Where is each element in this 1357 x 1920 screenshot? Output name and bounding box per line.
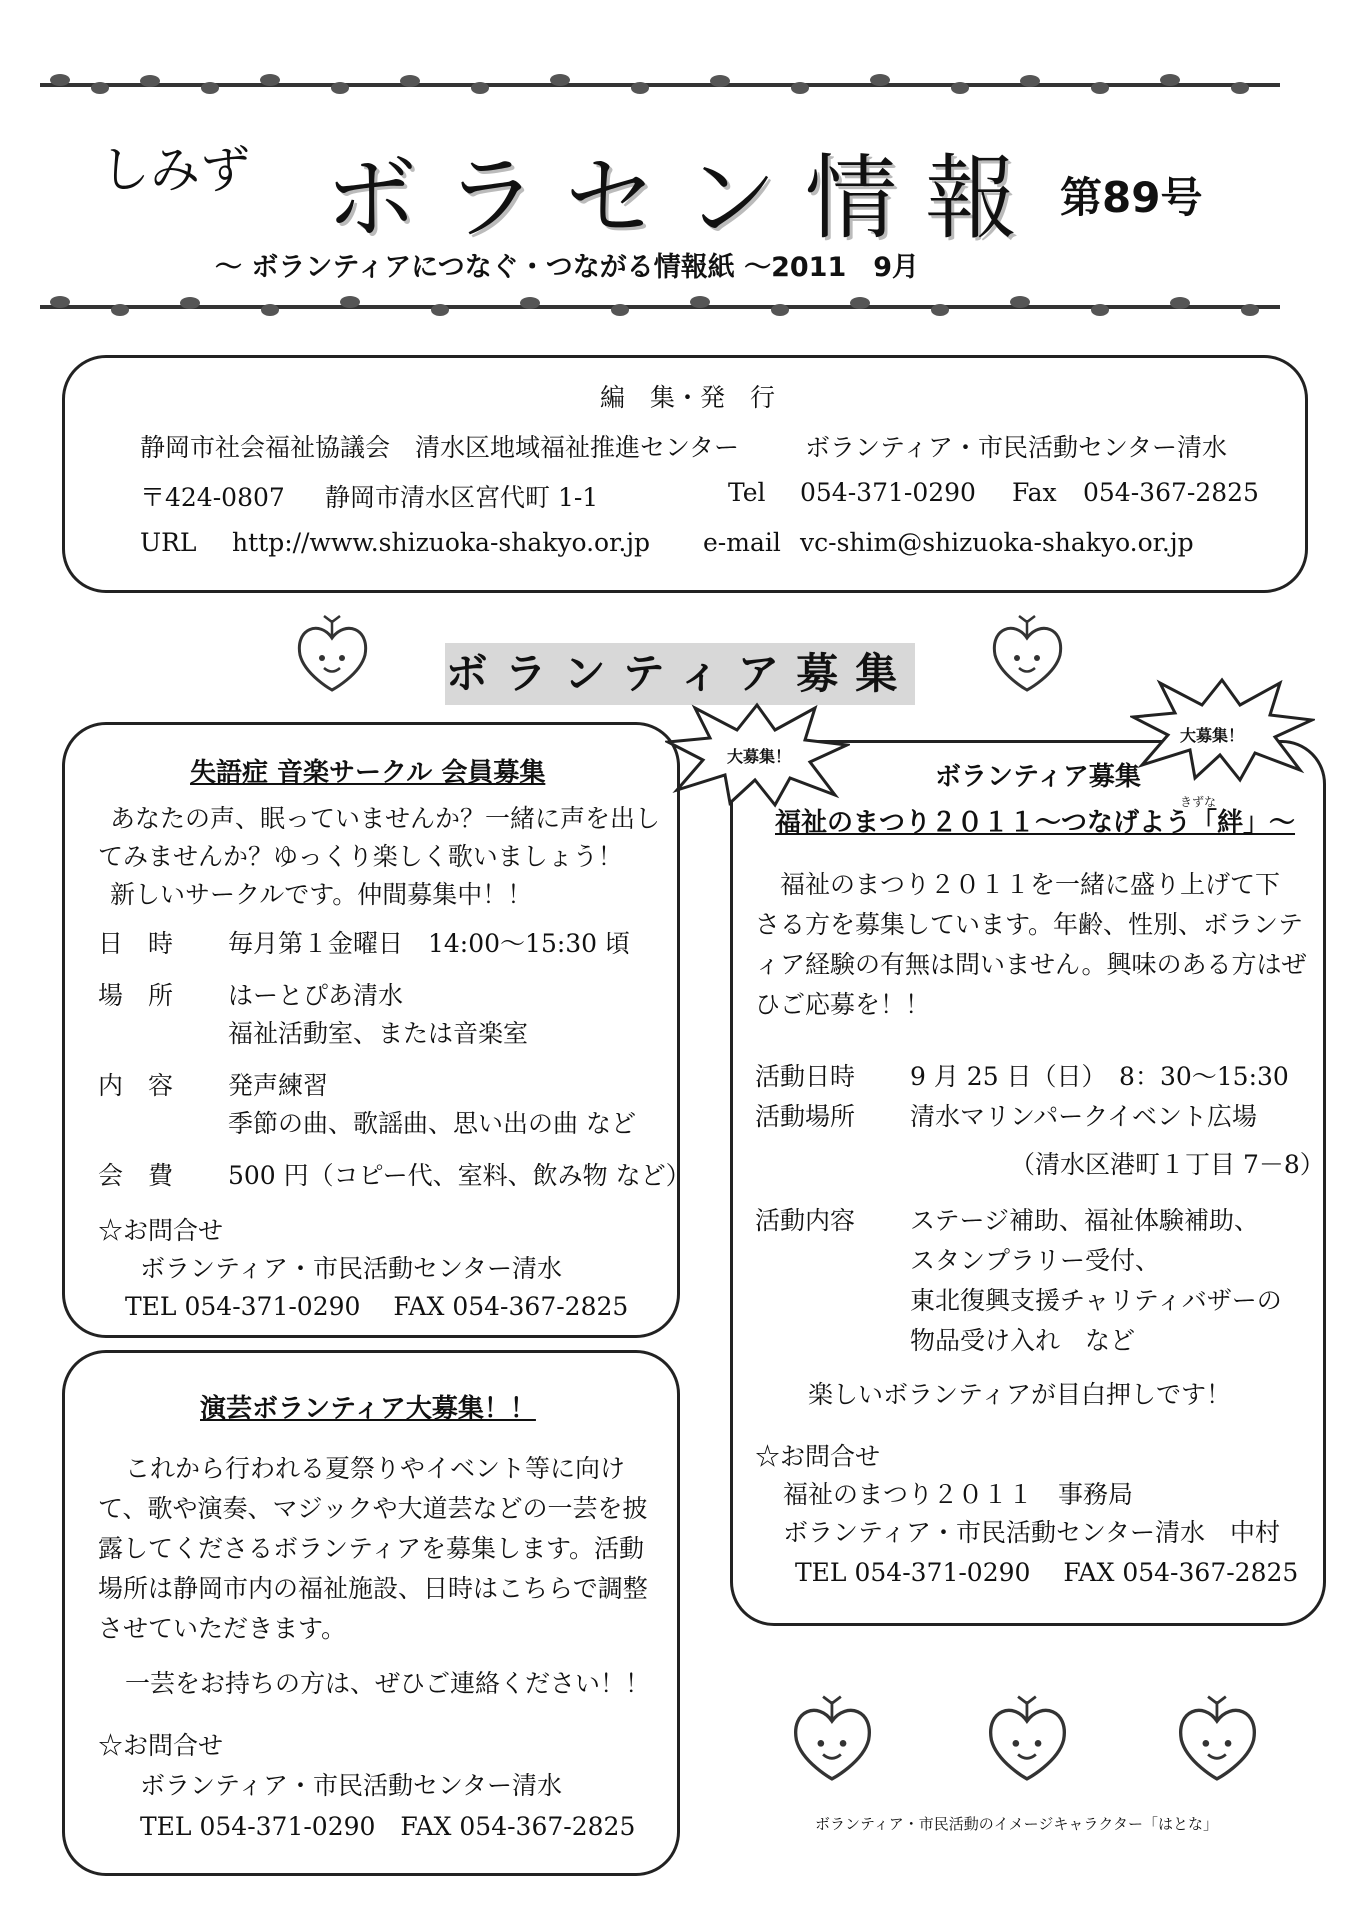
mascot-caption: ボランティア・市民活動のイメージキャラクター「はとな」 [815, 1815, 1219, 1833]
email-link[interactable]: vc-shim@shizuoka-shakyo.or.jp [800, 528, 1194, 557]
festival-activity-label: 活動内容 [755, 1206, 856, 1235]
schedule-value: 毎月第１金曜日 14:00～15:30 頃 [228, 929, 631, 958]
fax-label: Fax [1012, 478, 1057, 507]
performance-contact-org: ボランティア・市民活動センター清水 [140, 1771, 563, 1800]
festival-contact-tel: TEL 054-371-0290 FAX 054-367-2825 [795, 1558, 1299, 1587]
volunteer-banner: ボランティア募集 [445, 643, 915, 705]
content-value-1: 発声練習 [228, 1071, 329, 1100]
performance-call: 一芸をお持ちの方は、ぜひご連絡ください！！ [125, 1669, 651, 1698]
content-label: 内 容 [98, 1071, 174, 1100]
festival-body-2: さる方を募集しています。年齢、性別、ボランテ [755, 910, 1304, 939]
performance-body-5: させていただきます。 [98, 1614, 347, 1643]
content-value-2: 季節の曲、歌謡曲、思い出の曲 など [228, 1109, 636, 1138]
hatona-mascot-icon [985, 610, 1070, 700]
url-link[interactable]: http://www.shizuoka-shakyo.or.jp [232, 528, 651, 557]
header-title: ボラセン情報 [325, 145, 1046, 252]
festival-activity-1: ステージ補助、福祉体験補助、 [910, 1206, 1260, 1235]
festival-contact-office: 福祉のまつり２０１１ 事務局 [783, 1480, 1134, 1509]
hatona-mascot-icon [980, 1690, 1075, 1790]
festival-date-label: 活動日時 [755, 1062, 856, 1091]
festival-activity-4: 物品受け入れ など [910, 1326, 1136, 1355]
issue-number: 第89号 [1060, 173, 1203, 222]
festival-body-4: ひご応募を！！ [755, 990, 931, 1019]
performance-contact-tel: TEL 054-371-0290 FAX 054-367-2825 [140, 1812, 636, 1841]
fax-number: 054-367-2825 [1083, 478, 1259, 507]
top-vine-ornament [40, 70, 1280, 100]
festival-activity-3: 東北復興支援チャリティバザーの [910, 1286, 1282, 1315]
hatona-mascot-icon [290, 610, 375, 700]
bottom-vine-ornament [40, 292, 1280, 322]
performance-body-3: 露してくださるボランティアを募集します。活動 [98, 1534, 645, 1563]
place-value-1: はーとぴあ清水 [228, 981, 404, 1010]
music-circle-intro-1: あなたの声、眠っていませんか？一緒に声を出し [110, 804, 661, 833]
performance-body-1: これから行われる夏祭りやイベント等に向け [125, 1454, 626, 1483]
hatona-mascot-icon [1170, 1690, 1265, 1790]
burst-label-1: 大募集！ [727, 747, 792, 766]
publisher-label: 編 集・発 行 [600, 383, 776, 412]
festival-body-1: 福祉のまつり２０１１を一緒に盛り上げて下 [780, 870, 1281, 899]
music-contact-label: ☆お問合せ [98, 1216, 224, 1245]
music-contact-org: ボランティア・市民活動センター清水 [140, 1254, 563, 1283]
festival-place-address: （清水区港町１丁目 7－8） [1010, 1150, 1325, 1179]
festival-contact-label: ☆お問合せ [755, 1442, 881, 1471]
burst-label-2: 大募集！ [1180, 726, 1245, 745]
festival-body-3: ィア経験の有無は問いません。興味のある方はぜ [755, 950, 1307, 979]
music-circle-title: 失語症 音楽サークル 会員募集 [190, 758, 546, 788]
festival-title-1: ボランティア募集 [935, 762, 1141, 792]
performance-contact-label: ☆お問合せ [98, 1731, 224, 1760]
festival-ruby: きずな [1180, 795, 1217, 809]
tel-label: Tel [728, 478, 766, 507]
performance-body-2: て、歌や演奏、マジックや大道芸などの一芸を披 [98, 1494, 648, 1523]
postal-code: 〒424-0807 [140, 483, 285, 512]
festival-activity-2: スタンプラリー受付、 [910, 1246, 1161, 1275]
festival-contact-org: ボランティア・市民活動センター清水 中村 [783, 1518, 1281, 1547]
email-label: e-mail [703, 528, 781, 557]
place-value-2: 福祉活動室、または音楽室 [228, 1019, 529, 1048]
header-small-title: しみず [100, 141, 250, 199]
publisher-org-1: 静岡市社会福祉協議会 清水区地域福祉推進センター [140, 433, 740, 462]
tel-number: 054-371-0290 [800, 478, 976, 507]
place-label: 場 所 [98, 981, 174, 1010]
festival-title-2: 福祉のまつり２０１１～つなげよう「絆」～ [775, 808, 1296, 838]
music-circle-intro-3: 新しいサークルです。仲間募集中！！ [110, 880, 533, 909]
festival-date-value: 9 月 25 日（日） 8：30～15:30 [910, 1062, 1289, 1091]
festival-closing: 楽しいボランティアが目白押しです！ [808, 1380, 1232, 1409]
address: 静岡市清水区宮代町 1-1 [325, 483, 599, 512]
schedule-label: 日 時 [98, 929, 174, 958]
url-label: URL [140, 528, 197, 557]
hatona-mascot-icon [785, 1690, 880, 1790]
fee-label: 会 費 [98, 1161, 174, 1190]
festival-place-value: 清水マリンパークイベント広場 [910, 1102, 1258, 1131]
performance-volunteer-title: 演芸ボランティア大募集！！ [200, 1394, 536, 1424]
header-subtitle: ～ ボランティアにつなぐ・つながる情報紙 ～2011 9月 [215, 252, 920, 283]
performance-body-4: 場所は静岡市内の福祉施設、日時はこちらで調整 [98, 1574, 648, 1603]
publisher-org-2: ボランティア・市民活動センター清水 [805, 433, 1228, 462]
music-circle-intro-2: てみませんか？ゆっくり楽しく歌いましょう！ [98, 842, 623, 871]
festival-place-label: 活動場所 [755, 1102, 856, 1131]
music-contact-tel: TEL 054-371-0290 FAX 054-367-2825 [125, 1292, 629, 1321]
fee-value: 500 円（コピー代、室料、飲み物 など） [228, 1161, 691, 1190]
